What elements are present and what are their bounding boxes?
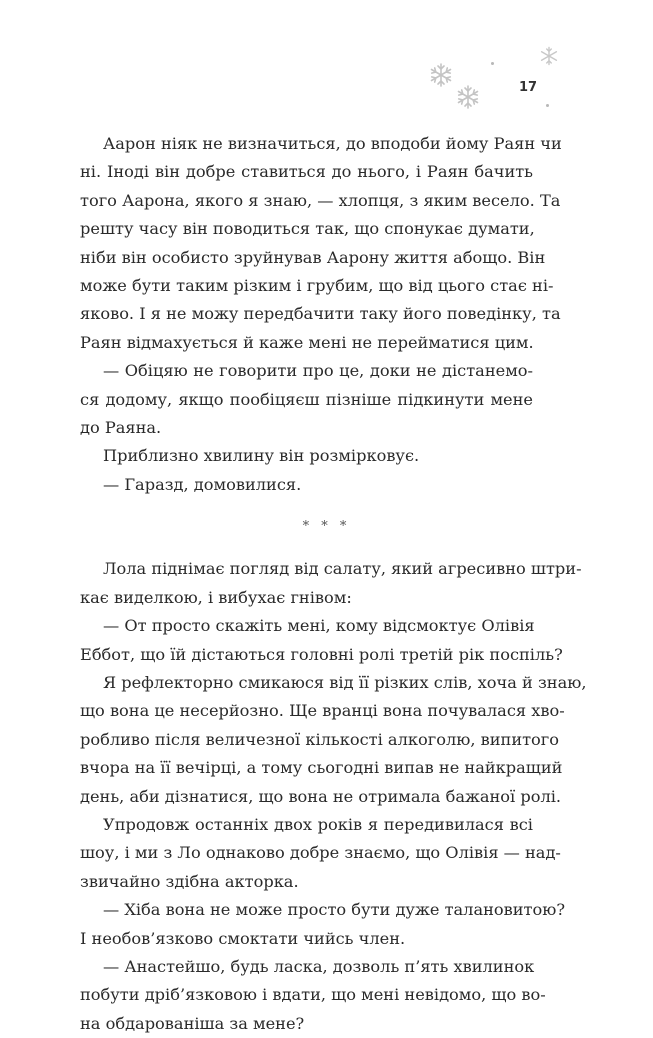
text-line: решту часу він поводиться так, що спонукає думати, <box>80 219 535 239</box>
text-line: І необов’язково смоктати чийсь член. <box>80 928 406 948</box>
text-line: того Аарона, якого я знаю, — хлопця, з яким весело. Та <box>80 190 561 210</box>
paragraph <box>103 471 533 499</box>
paragraph <box>80 357 533 442</box>
text-line: — Хіба вона не може просто бути дуже талановитою? <box>103 900 566 920</box>
snow-dot <box>491 62 494 65</box>
text-line: — Анастейшо, будь ласка, дозволь п’ять хвилинок <box>103 956 535 976</box>
text-line: день, аби дізнатися, що вона не отримала бажаної ролі. <box>80 786 562 806</box>
text-line: ся додому, якщо пообіцяєш пізніше підкинути мене <box>80 389 533 409</box>
snowflake-icon <box>539 46 559 66</box>
paragraph <box>80 555 582 612</box>
text-line: — Обіцяю не говорити про це, доки не дістанемо- <box>103 361 533 381</box>
body-text <box>80 130 587 1038</box>
text-line: ні. Іноді він добре ставиться до нього, і Раян бачить <box>80 162 533 182</box>
text-line: ніби він особисто зруйнував Аарону життя абощо. Він <box>80 247 546 267</box>
text-line: Раян відмахується й каже мені не перейматися цим. <box>80 332 534 352</box>
text-line: звичайно здібна акторка. <box>80 871 299 891</box>
text-line: Я рефлекторно смикаюся від її різких слів, хоча й знаю, <box>103 672 587 692</box>
paragraph <box>103 442 533 470</box>
paragraph <box>80 669 587 811</box>
text-line: до Раяна. <box>80 418 162 438</box>
text-line: Лола піднімає погляд від салату, який агресивно штри- <box>103 559 582 579</box>
text-line: — Гаразд, домовилися. <box>103 474 302 494</box>
page-number: 17 <box>519 80 538 95</box>
paragraph <box>80 130 562 357</box>
paragraph <box>80 612 563 669</box>
text-line: робливо після величезної кількості алкоголю, випитого <box>80 729 560 749</box>
section-divider: * * * <box>302 519 351 535</box>
text-section-bottom <box>80 555 587 1038</box>
snowflake-icon <box>455 84 481 110</box>
paragraph <box>80 811 561 896</box>
paragraph <box>80 953 546 1038</box>
text-line: Упродовж останніх двох років я передивилася всі <box>103 814 533 834</box>
text-line: вчора на її вечірці, а тому сьогодні випав не найкращий <box>80 758 563 778</box>
paragraph <box>80 896 566 953</box>
text-line: на обдарованіша за мене? <box>80 1013 305 1033</box>
text-line: Еббот, що їй дістаються головні ролі третій рік поспіль? <box>80 644 563 664</box>
text-line: може бути таким різким і грубим, що від цього стає ні- <box>80 276 554 296</box>
text-line: Приблизно хвилину він розмірковує. <box>103 446 420 466</box>
text-line: що вона це несерйозно. Ще вранці вона почувалася хво- <box>80 701 565 721</box>
text-line: Аарон ніяк не визначиться, до вподоби йому Раян чи <box>103 134 562 153</box>
text-section-top <box>80 130 562 499</box>
text-line: побути дріб’язковою і вдати, що мені невідомо, що во- <box>80 985 546 1005</box>
text-line: кає виделкою, і вибухає гнівом: <box>80 587 352 607</box>
snow-dot <box>546 104 549 107</box>
text-line: — От просто скажіть мені, кому відсмоктує Олівія <box>103 616 535 636</box>
text-line: шоу, і ми з Ло однаково добре знаємо, що Олівія — над- <box>80 843 561 863</box>
text-line: яково. І я не можу передбачити таку його поведінку, та <box>80 304 561 324</box>
snowflake-icon <box>428 62 454 88</box>
